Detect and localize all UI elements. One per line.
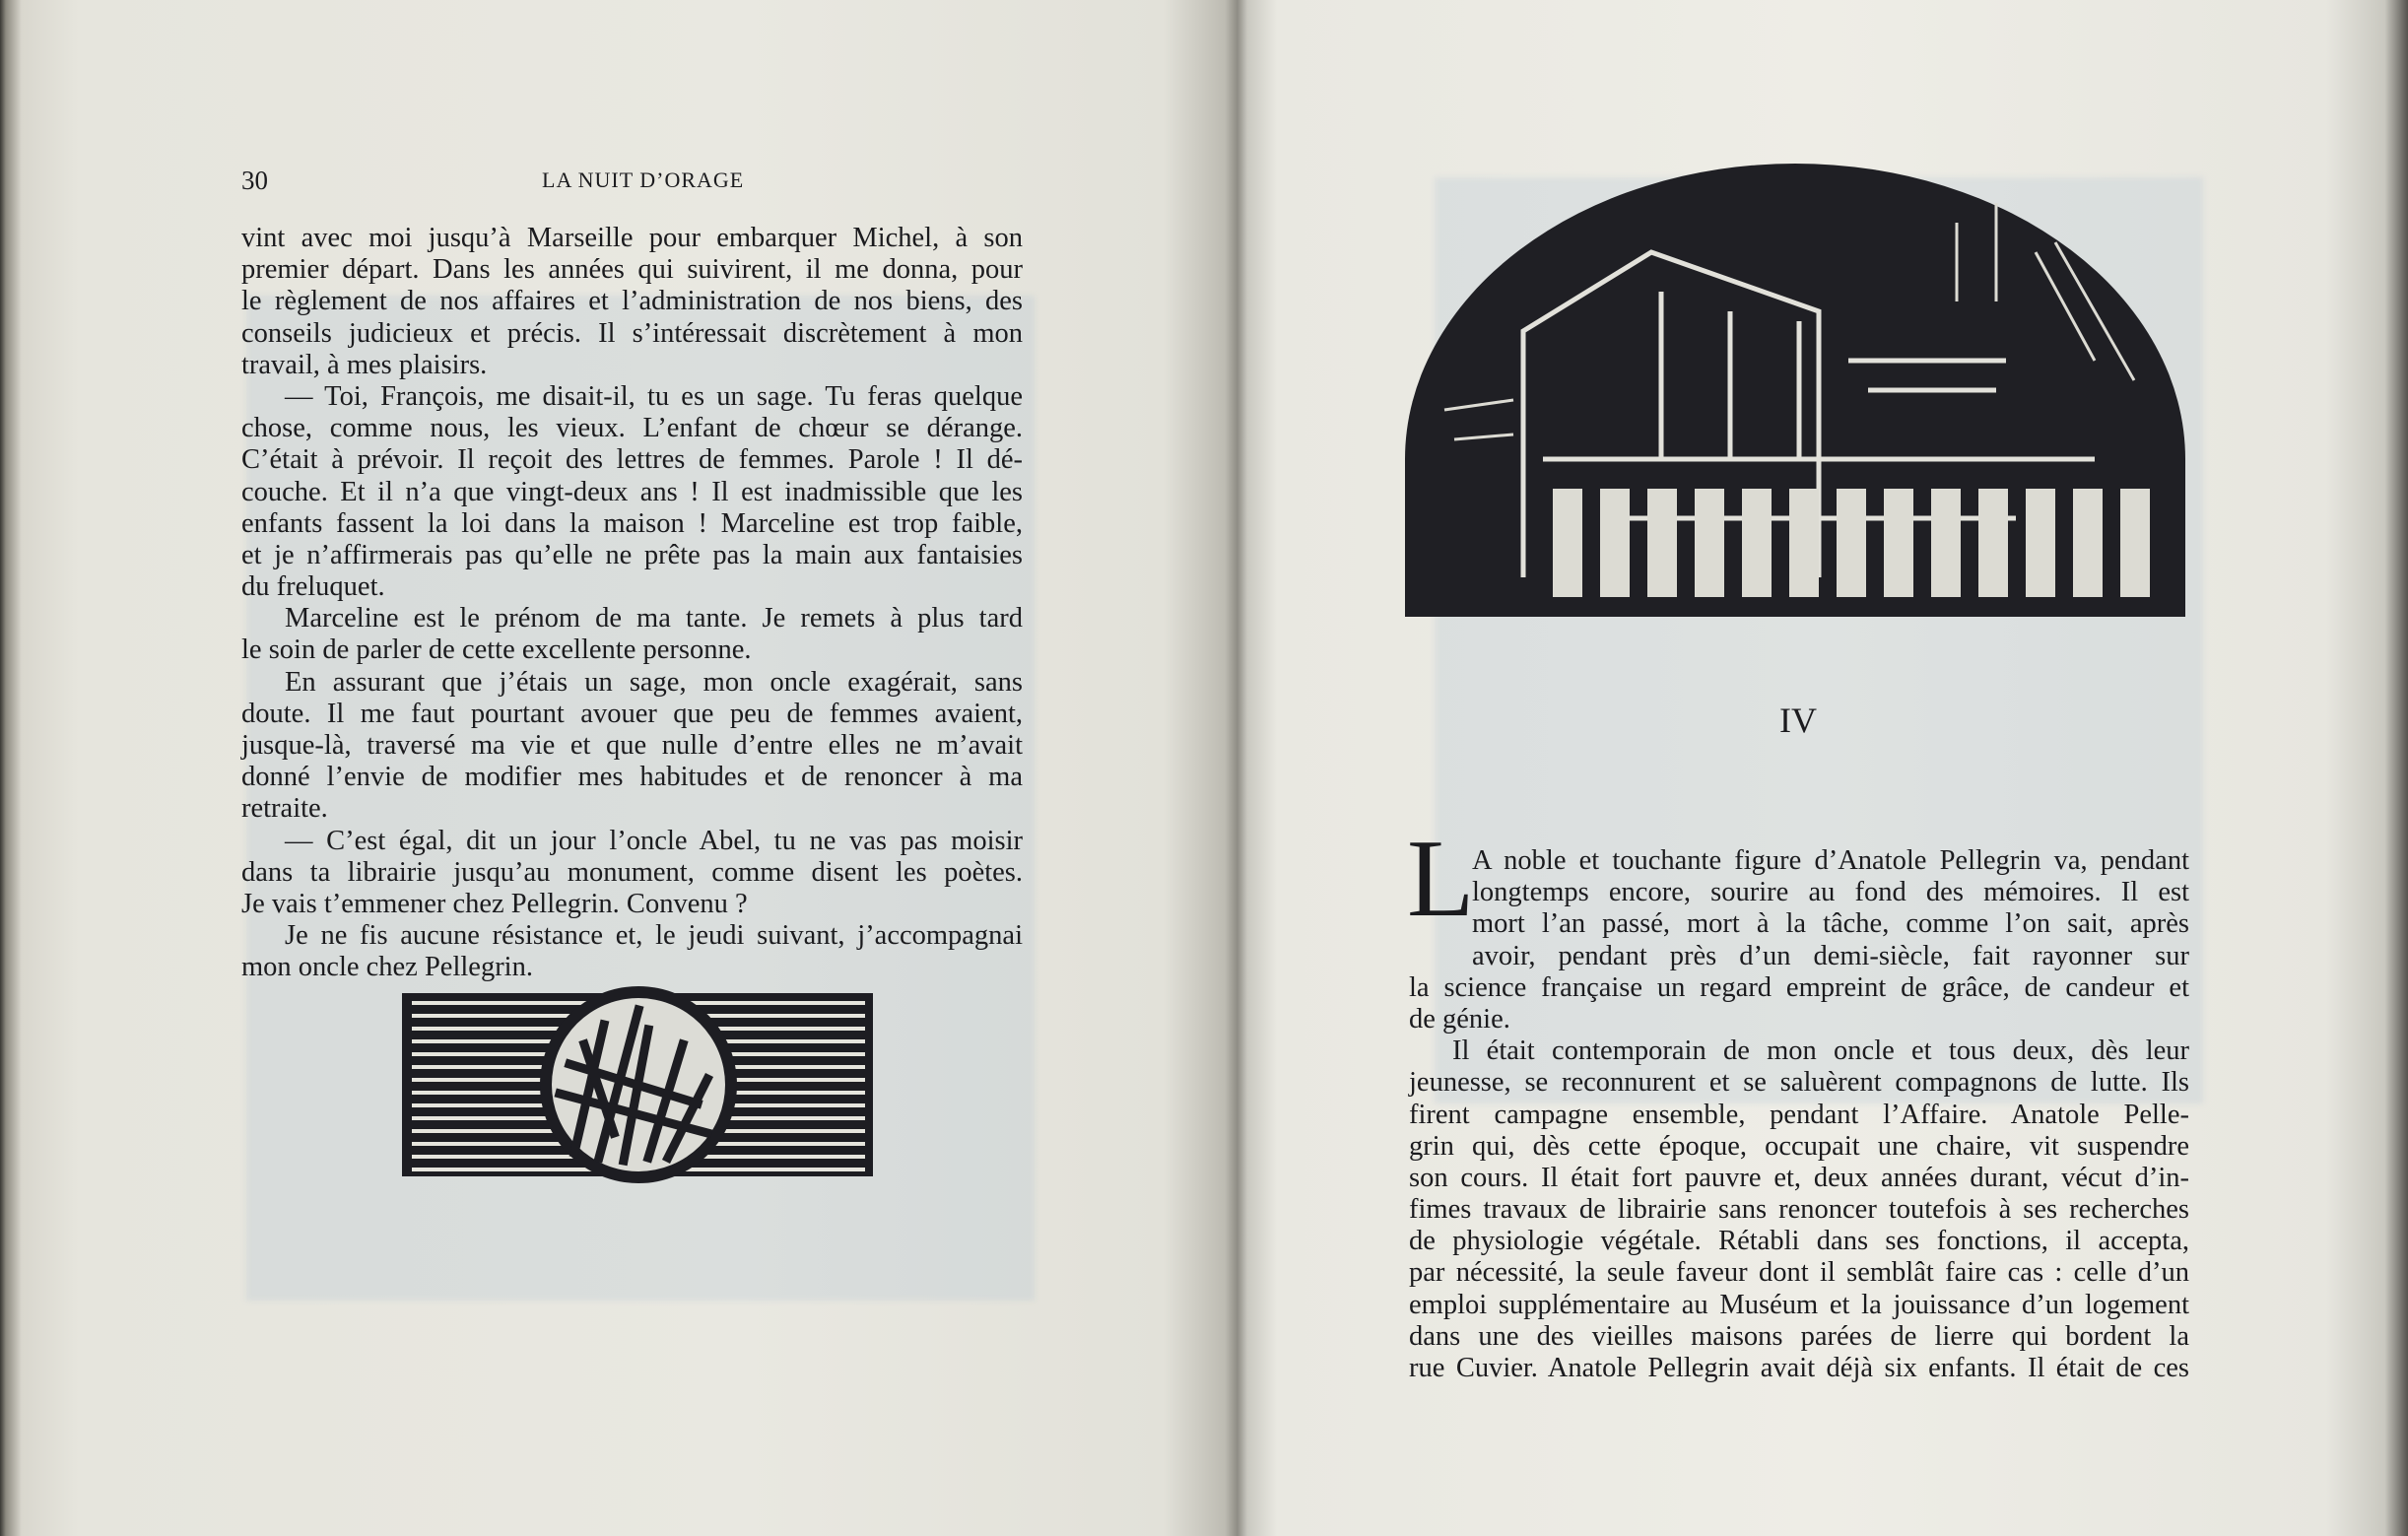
text-line: rue Cuvier. Anatole Pellegrin avait déjà six enfants. Il était de ces: [1409, 1353, 2189, 1383]
text-line: — Toi, François, me disait-il, tu es un sage. Tu feras quelque: [285, 380, 1023, 412]
text-line: le règlement de nos affaires et l’administration de nos biens, des: [241, 286, 1023, 317]
text-line: couche. Et il n’a que vingt-deux ans ! Il est inadmissible que les: [241, 476, 1023, 507]
woodcut-arch-illustration: [1405, 164, 2185, 617]
text-line: jusque-là, traversé ma vie et que nulle d’entre elles ne m’avait: [241, 730, 1023, 761]
text-line: grin qui, dès cette époque, occupait une chaire, vit suspendre: [1409, 1130, 2189, 1162]
arcade-post: [2026, 489, 2055, 597]
text-line: — C’est égal, dit un jour l’oncle Abel, tu ne vas pas moisir: [285, 825, 1023, 856]
text-line: enfants fassent la loi dans la maison ! Marceline est trop faible,: [241, 507, 1023, 539]
arcade-post: [1931, 489, 1961, 597]
text-line: A noble et touchante figure d’Anatole Pellegrin va, pendant: [1472, 845, 2189, 876]
page-number: 30: [241, 166, 268, 195]
text-line: la science française un regard empreint de grâce, de candeur et: [1409, 971, 2189, 1003]
arcade-post: [2120, 489, 2150, 597]
text-line: longtemps encore, sourire au fond des mémoires. Il est: [1472, 877, 2189, 908]
left-body-text: [241, 223, 1023, 984]
text-line: vint avec moi jusqu’à Marseille pour embarquer Michel, à son: [241, 223, 1023, 253]
text-line: doute. Il me faut pourtant avouer que peu de femmes avaient,: [241, 698, 1023, 729]
text-line: son cours. Il était fort pauvre et, deux années durant, vécut d’in-: [1409, 1162, 2189, 1193]
drop-cap: L: [1407, 818, 1475, 940]
text-line: de physiologie végétale. Rétabli dans ses fonctions, il accepta,: [1409, 1226, 2189, 1257]
text-line: emploi supplémentaire au Muséum et la jouissance d’un logement: [1409, 1289, 2189, 1320]
text-line: Il était contemporain de mon oncle et tous deux, dès leur: [1452, 1035, 2189, 1067]
text-line: Marceline est le prénom de ma tante. Je remets à plus tard: [285, 603, 1023, 634]
text-line: conseils judicieux et précis. Il s’intéressait discrètement à mon: [241, 317, 1023, 349]
text-line: le soin de parler de cette excellente personne.: [241, 634, 752, 666]
text-line: En assurant que j’étais un sage, mon oncle exagérait, sans: [285, 666, 1023, 698]
text-line: retraite.: [241, 793, 328, 825]
text-line: dans ta librairie jusqu’au monument, comme disent les poètes.: [241, 856, 1023, 888]
arcade-post: [1647, 489, 1677, 597]
text-line: C’était à prévoir. Il reçoit des lettres de femmes. Parole ! Il dé-: [241, 444, 1023, 476]
arcade-post: [1553, 489, 1582, 597]
arcade-post: [1695, 489, 1724, 597]
text-line: Je vais t’emmener chez Pellegrin. Convenu ?: [241, 888, 748, 919]
text-line: jeunesse, se reconnurent et se saluèrent compagnons de lutte. Ils: [1409, 1067, 2189, 1099]
arcade-post: [1600, 489, 1630, 597]
text-line: et je n’affirmerais pas qu’elle ne prête pas la main aux fantaisies: [241, 539, 1023, 570]
text-line: par nécessité, la seule faveur dont il semblât faire cas : celle d’un: [1409, 1257, 2189, 1289]
text-line: fimes travaux de librairie sans renoncer toutefois à ses recherches: [1409, 1194, 2189, 1226]
arcade-post: [1884, 489, 1913, 597]
text-line: chose, comme nous, les vieux. L’enfant de chœur se dérange.: [241, 413, 1023, 444]
text-line: mort l’an passé, mort à la tâche, comme l’on sait, après: [1472, 908, 2189, 940]
text-line: mon oncle chez Pellegrin.: [241, 952, 533, 983]
text-line: du freluquet.: [241, 571, 385, 603]
chapter-number: IV: [1779, 701, 1817, 740]
running-head: LA NUIT D’ORAGE: [542, 167, 745, 192]
text-line: donné l’envie de modifier mes habitudes et de renoncer à ma: [241, 762, 1023, 793]
text-line: avoir, pendant près d’un demi-siècle, fait rayonner sur: [1472, 940, 2189, 971]
arcade-post: [1837, 489, 1866, 597]
arcade-post: [1742, 489, 1772, 597]
arcade-post: [1789, 489, 1819, 597]
woodcut-tailpiece: [402, 985, 873, 1184]
right-body-text: [1409, 845, 2189, 1384]
text-line: firent campagne ensemble, pendant l’Affaire. Anatole Pelle-: [1409, 1099, 2189, 1130]
text-line: travail, à mes plaisirs.: [241, 349, 488, 380]
text-line: Je ne fis aucune résistance et, le jeudi suivant, j’accompagnai: [285, 920, 1023, 952]
text-line: de génie.: [1409, 1003, 1510, 1035]
text-line: dans une des vieilles maisons parées de lierre qui bordent la: [1409, 1320, 2189, 1352]
arcade-post: [2073, 489, 2103, 597]
arcade-post: [1978, 489, 2008, 597]
text-line: premier départ. Dans les années qui suivirent, il me donna, pour: [241, 254, 1023, 286]
